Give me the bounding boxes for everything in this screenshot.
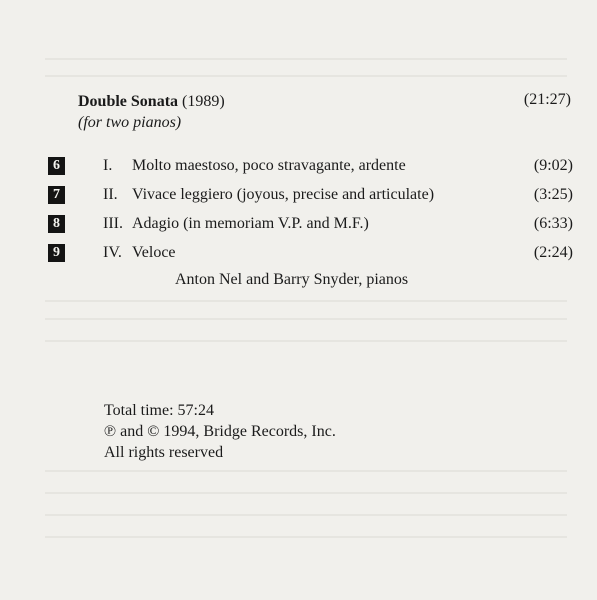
bleed-through-line (45, 470, 567, 472)
movement-numeral: IV. (103, 243, 122, 261)
track-number-badge: 8 (48, 215, 65, 233)
track-number-badge: 9 (48, 244, 65, 262)
work-year: (1989) (182, 93, 225, 110)
work-heading (78, 91, 225, 133)
bleed-through-line (45, 75, 567, 77)
movement-numeral: I. (103, 156, 113, 174)
performers-credit: Anton Nel and Barry Snyder, pianos (175, 271, 409, 288)
track-row (48, 209, 573, 238)
track-number-badge: 6 (48, 157, 65, 175)
work-subtitle: (for two pianos) (78, 114, 182, 131)
bleed-through-line (45, 300, 567, 302)
movement-title: Vivace leggiero (joyous, precise and articulate) (132, 185, 435, 203)
movement-title: Adagio (in memoriam V.P. and M.F.) (132, 214, 369, 232)
movement-numeral: II. (103, 185, 118, 203)
copyright-notice: ℗ and © 1994, Bridge Records, Inc. (104, 423, 336, 440)
bleed-through-line (45, 340, 567, 342)
work-duration: (21:27) (523, 91, 571, 108)
movement-duration: (9:02) (533, 156, 573, 174)
track-row (48, 151, 573, 180)
bleed-through-line (45, 318, 567, 320)
bleed-through-line (45, 536, 567, 538)
movement-numeral: III. (103, 214, 123, 232)
work-title: Double Sonata (78, 93, 179, 110)
total-time: Total time: 57:24 (104, 402, 214, 419)
bleed-through-line (45, 492, 567, 494)
bleed-through-line (45, 514, 567, 516)
movement-title: Veloce (132, 243, 176, 261)
track-row (48, 180, 573, 209)
track-number-badge: 7 (48, 186, 65, 204)
movement-duration: (2:24) (533, 243, 573, 261)
track-row (48, 238, 573, 267)
track-list (48, 151, 573, 267)
movement-duration: (3:25) (533, 185, 573, 203)
disc-credits (104, 400, 336, 463)
bleed-through-line (45, 58, 567, 60)
rights-notice: All rights reserved (104, 444, 224, 461)
movement-duration: (6:33) (533, 214, 573, 232)
movement-title: Molto maestoso, poco stravagante, ardente (132, 156, 406, 174)
